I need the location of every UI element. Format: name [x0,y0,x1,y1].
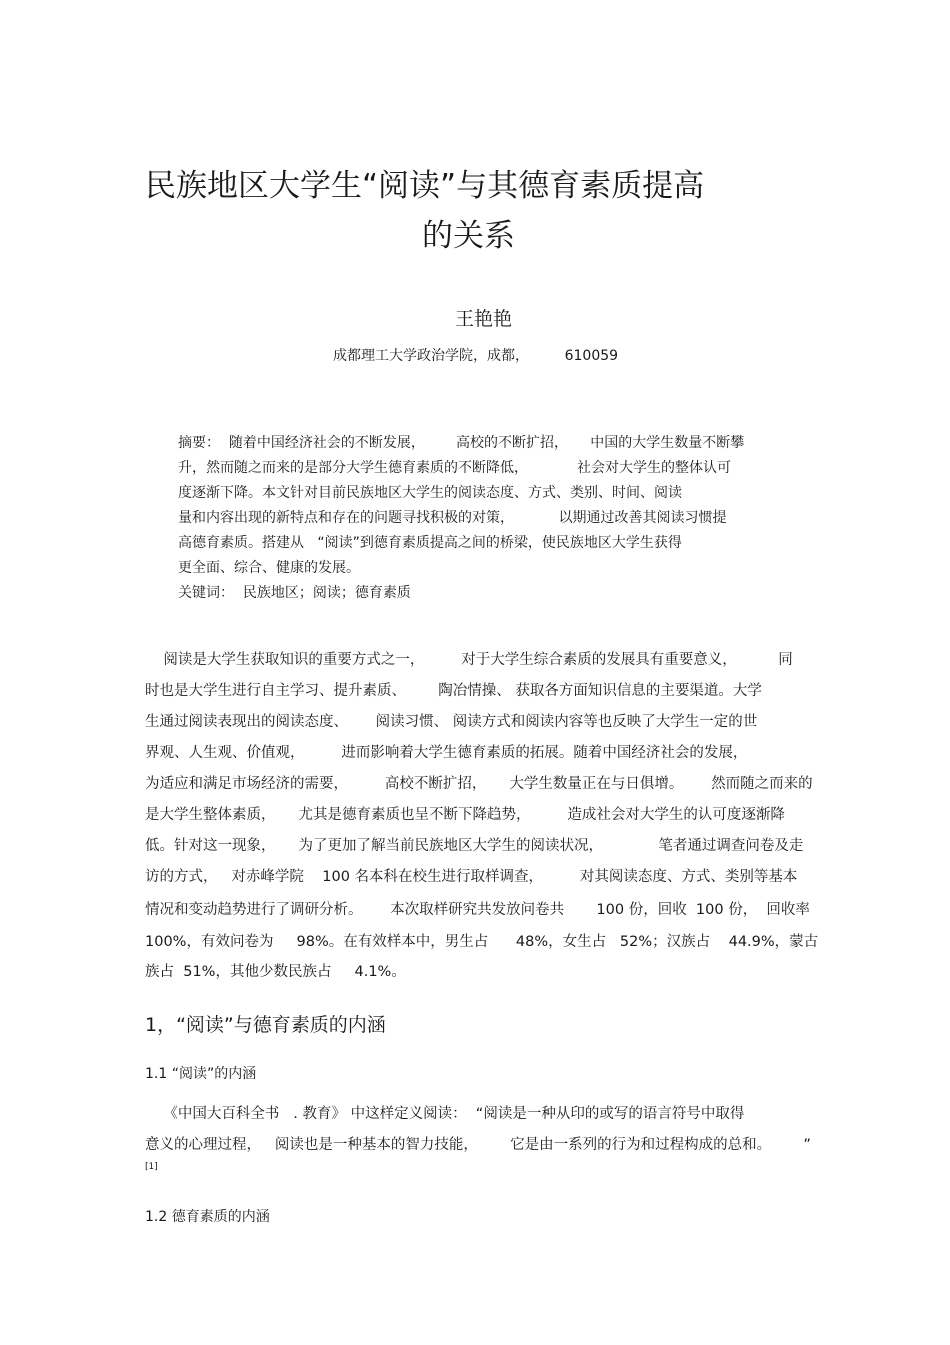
author-affiliation: 成都理工大学政治学院，成都， 610059 [333,348,619,364]
abstract-line: 量和内容出现的新特点和存在的问题寻找积极的对策， 以期通过改善其阅读习惯提 [178,510,727,526]
body-line: 族占 51%，其他少数民族占 4.1%。 [145,964,406,980]
body-line: 是大学生整体素质， 尤其是德育素质也呈不断下降趋势， 造成社会对大学生的认可度逐渐降 [145,807,785,823]
keywords: 关键词： 民族地区；阅读；德育素质 [178,585,411,601]
author-name: 王艳艳 [455,308,513,330]
body-line: 100%，有效问卷为 98%。在有效样本中，男生占 48%，女生占 52%；汉族占 44.9%，蒙古 [145,934,819,950]
citation-marker: [1] [145,1162,158,1172]
section-heading: 1，“阅读”与德育素质的内涵 [145,1014,386,1036]
abstract-line: 摘要： 随着中国经济社会的不断发展， 高校的不断扩招， 中国的大学生数量不断攀 [178,435,745,451]
body-line: 生通过阅读表现出的阅读态度、 阅读习惯、 阅读方式和阅读内容等也反映了大学生一定的世 [145,714,758,730]
body-line: 界观、人生观、价值观， 进而影响着大学生德育素质的拓展。随着中国经济社会的发展， [145,745,748,761]
subsection-heading: 1.2 德育素质的内涵 [145,1209,270,1225]
paper-title-line-2: 的关系 [422,218,515,254]
body-line: 意义的心理过程， 阅读也是一种基本的智力技能， 它是由一系列的行为和过程构成的总和。 ” [145,1137,811,1153]
body-line: 《中国大百科全书 . 教育》 中这样定义阅读： “阅读是一种从印的或写的语言符号中取得 [145,1106,745,1122]
abstract-line: 高德育素质。搭建从 “阅读”到德育素质提高之间的桥梁，使民族地区大学生获得 [178,535,682,551]
body-line: 时也是大学生进行自主学习、提升素质、 陶冶情操、 获取各方面知识信息的主要渠道。大学 [145,683,762,699]
abstract-line: 升，然而随之而来的是部分大学生德育素质的不断降低， 社会对大学生的整体认可 [178,460,731,476]
subsection-heading: 1.1 “阅读”的内涵 [145,1066,257,1082]
body-line: 为适应和满足市场经济的需要， 高校不断扩招， 大学生数量正在与日俱增。 然而随之而来的 [145,776,813,792]
abstract-line: 度逐渐下降。本文针对目前民族地区大学生的阅读态度、方式、类别、时间、阅读 [178,485,682,501]
paper-title-line-1: 民族地区大学生“阅读”与其德育素质提高 [145,168,705,204]
body-line: 阅读是大学生获取知识的重要方式之一， 对于大学生综合素质的发展具有重要意义， 同 [145,652,793,668]
body-line: 低。针对这一现象， 为了更加了解当前民族地区大学生的阅读状况， 笔者通过调查问卷及走 [145,838,804,854]
body-line: 访的方式， 对赤峰学院 100 名本科在校生进行取样调查， 对其阅读态度、方式、类别等基本 [145,869,798,885]
body-line: 情况和变动趋势进行了调研分析。 本次取样研究共发放问卷共 100 份，回收 100 份， 回收率 [145,902,810,918]
abstract-line: 更全面、综合、健康的发展。 [178,560,360,576]
